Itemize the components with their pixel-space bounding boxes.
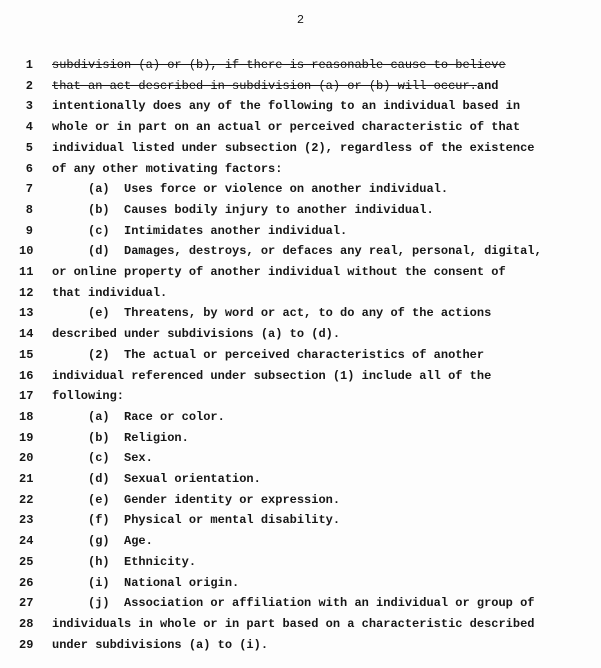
- bill-text-segment: (h) Ethnicity.: [52, 554, 197, 569]
- line-text: [52, 117, 520, 138]
- bill-text-segment: (j) Association or affiliation with an individual or group of: [52, 596, 535, 611]
- line-text: [52, 531, 153, 552]
- line-number: 21: [19, 472, 34, 487]
- line-text: [52, 324, 340, 345]
- bill-text-segment: (c) Intimidates another individual.: [52, 223, 348, 238]
- line-text: [52, 55, 506, 76]
- line-number: 22: [19, 492, 34, 507]
- bill-text-segment: individuals in whole or in part based on a characteristic described: [52, 616, 535, 631]
- bill-text-segment: (a) Race or color.: [52, 409, 225, 424]
- line-text: [52, 552, 196, 573]
- bill-text-segment: under subdivisions (a) to (i).: [52, 637, 269, 652]
- page-number: 2: [296, 13, 305, 27]
- text-line: [19, 490, 542, 511]
- line-text: [52, 283, 167, 304]
- text-line: [19, 303, 542, 324]
- line-text: [52, 469, 261, 490]
- line-number: 6: [25, 161, 33, 176]
- bill-text-segment: (2) The actual or perceived characteristics of another: [52, 347, 485, 362]
- line-text: [52, 428, 189, 449]
- line-number: 26: [19, 575, 34, 590]
- line-number: 8: [25, 202, 33, 217]
- text-line: [19, 179, 542, 200]
- line-number: 13: [19, 306, 34, 321]
- line-number: 12: [19, 285, 34, 300]
- text-line: [19, 407, 542, 428]
- line-text: [52, 221, 347, 242]
- bill-text-segment: (f) Physical or mental disability.: [52, 513, 341, 528]
- text-line: [19, 96, 542, 117]
- text-line: [19, 345, 542, 366]
- line-text: [52, 593, 534, 614]
- line-text: [52, 96, 520, 117]
- bill-text-segment: whole or in part on an actual or perceived characteristic of that: [52, 120, 521, 135]
- line-number: 10: [19, 244, 34, 259]
- line-text: [52, 614, 534, 635]
- line-text: [52, 76, 498, 97]
- bill-text-segment: that individual.: [52, 285, 168, 300]
- bill-text-segment: described under subdivisions (a) to (d).: [52, 327, 341, 342]
- line-number: 20: [19, 451, 34, 466]
- text-line: [19, 241, 542, 262]
- line-number: 3: [25, 99, 33, 114]
- text-line: [19, 117, 542, 138]
- line-number: 18: [19, 409, 34, 424]
- line-number: 19: [19, 430, 34, 445]
- text-line: [19, 76, 542, 97]
- bill-text-segment: (d) Damages, destroys, or defaces any real, personal, digital,: [52, 244, 542, 259]
- text-line: [19, 159, 542, 180]
- line-text: [52, 490, 340, 511]
- bill-text-segment: (e) Threatens, by word or act, to do any of the actions: [52, 306, 492, 321]
- bill-text-segment: following:: [52, 389, 125, 404]
- text-line: [19, 531, 542, 552]
- bill-text-segment: (i) National origin.: [52, 575, 240, 590]
- stricken-text: that an act described in subdivision (a) or (b) will occur.: [52, 78, 477, 93]
- line-text: [52, 200, 434, 221]
- line-number: 29: [19, 637, 34, 652]
- text-line: [19, 428, 542, 449]
- text-line: [19, 200, 542, 221]
- line-number: 9: [25, 223, 33, 238]
- text-line: [19, 386, 542, 407]
- line-text: [52, 573, 239, 594]
- line-number: 25: [19, 554, 34, 569]
- line-text: [52, 179, 448, 200]
- line-text: [52, 407, 225, 428]
- line-text: [52, 303, 491, 324]
- line-number: 2: [25, 78, 33, 93]
- line-text: [52, 448, 153, 469]
- text-line: [19, 324, 542, 345]
- text-line: [19, 262, 542, 283]
- line-number: 5: [25, 140, 33, 155]
- text-line: [19, 510, 542, 531]
- line-number: 4: [25, 120, 33, 135]
- bill-text-segment: intentionally does any of the following to an individual based in: [52, 99, 521, 114]
- text-line: [19, 573, 542, 594]
- line-text: [52, 159, 282, 180]
- text-line: [19, 593, 542, 614]
- bill-text-segment: (d) Sexual orientation.: [52, 472, 261, 487]
- bill-text-segment: (b) Causes bodily injury to another individual.: [52, 202, 434, 217]
- line-number: 23: [19, 513, 34, 528]
- text-line: [19, 552, 542, 573]
- line-number: 16: [19, 368, 34, 383]
- line-number: 1: [25, 58, 33, 72]
- line-number: 17: [19, 389, 34, 404]
- line-text: [52, 366, 491, 387]
- stricken-text: subdivision (a) or (b), if there is reasonable cause to believe: [52, 58, 506, 72]
- line-number: 24: [19, 534, 34, 549]
- line-text: [52, 510, 340, 531]
- line-text: [52, 138, 534, 159]
- bill-text-segment: of any other motivating factors:: [52, 161, 283, 176]
- bill-text-segment: and: [476, 78, 499, 93]
- bill-text-segment: (b) Religion.: [52, 430, 189, 445]
- bill-text-segment: individual referenced under subsection (1) include all of the: [52, 368, 492, 383]
- line-text: [52, 635, 268, 656]
- text-line: [19, 635, 542, 656]
- line-number: 7: [25, 182, 33, 197]
- line-text: [52, 262, 506, 283]
- bill-text-segment: or online property of another individual without the consent of: [52, 265, 506, 280]
- text-line: [19, 221, 542, 242]
- text-line: [19, 283, 542, 304]
- bill-text-segment: individual listed under subsection (2), regardless of the existence: [52, 140, 535, 155]
- line-text: [52, 241, 542, 262]
- line-text: [52, 386, 124, 407]
- text-line: [19, 614, 542, 635]
- text-line: [19, 366, 542, 387]
- text-line: [19, 55, 542, 76]
- line-number: 28: [19, 616, 34, 631]
- bill-text-body: [19, 55, 542, 655]
- line-number: 14: [19, 327, 34, 342]
- bill-text-segment: (g) Age.: [52, 534, 153, 549]
- bill-text-segment: (e) Gender identity or expression.: [52, 492, 341, 507]
- text-line: [19, 448, 542, 469]
- line-text: [52, 345, 484, 366]
- line-number: 27: [19, 596, 34, 611]
- bill-text-segment: (c) Sex.: [52, 451, 153, 466]
- bill-text-segment: (a) Uses force or violence on another individual.: [52, 182, 449, 197]
- line-number: 11: [19, 265, 34, 280]
- text-line: [19, 138, 542, 159]
- text-line: [19, 469, 542, 490]
- line-number: 15: [19, 347, 34, 362]
